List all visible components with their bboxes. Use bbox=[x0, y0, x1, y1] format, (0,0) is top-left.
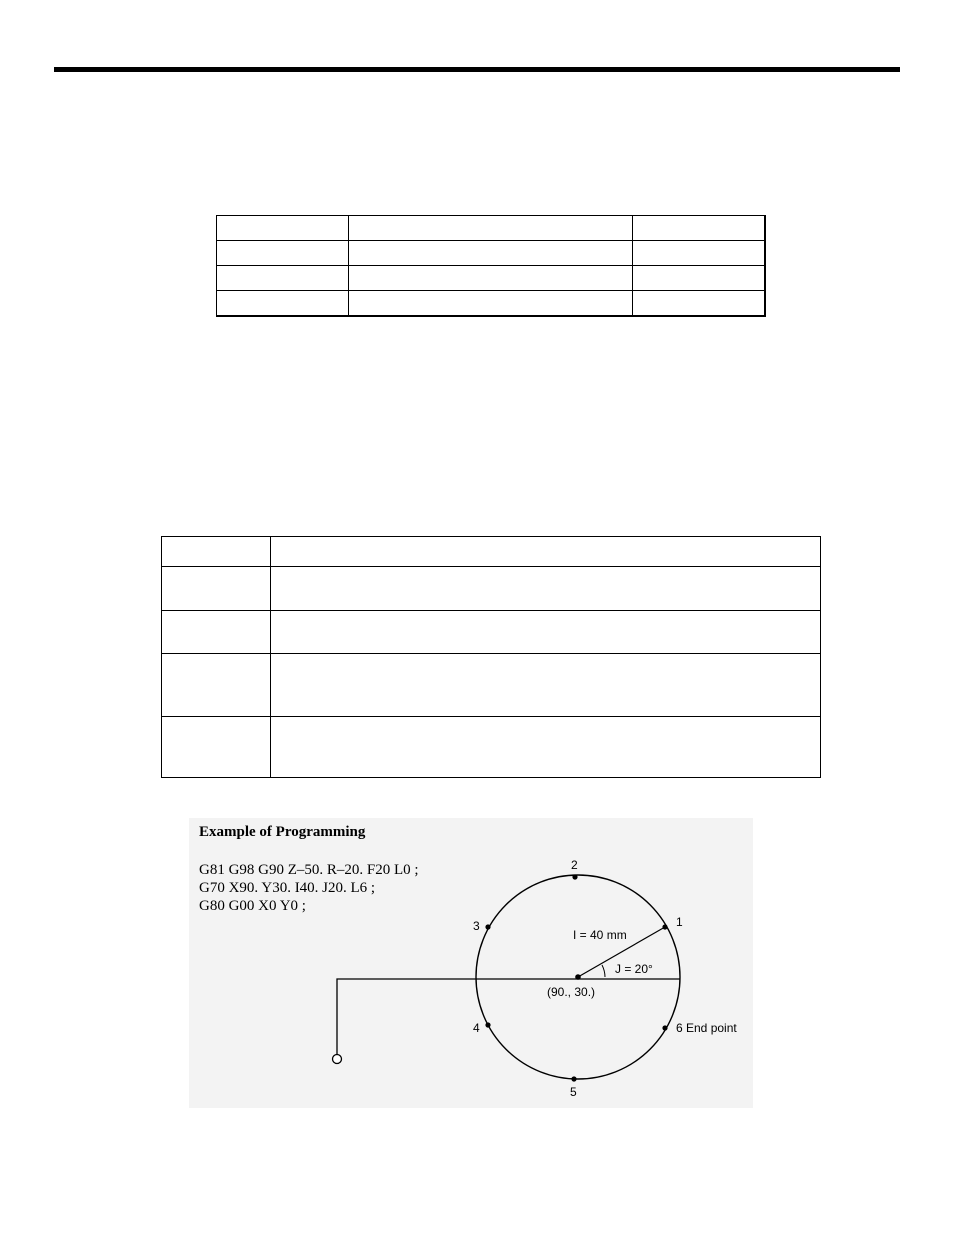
hole-5-marker bbox=[571, 1076, 576, 1081]
center-point bbox=[575, 974, 581, 980]
hole-1-marker bbox=[662, 924, 667, 929]
bolt-circle-diagram bbox=[189, 818, 753, 1108]
hole-4-marker bbox=[485, 1022, 490, 1027]
tool-path-line bbox=[337, 979, 680, 1055]
table-row bbox=[217, 266, 766, 291]
table-row bbox=[217, 291, 766, 317]
table-row bbox=[217, 241, 766, 266]
hole-1-label: 1 bbox=[676, 915, 683, 929]
table-row bbox=[162, 654, 821, 717]
parameter-table-top bbox=[216, 215, 766, 317]
programming-example-figure bbox=[189, 818, 753, 1108]
table-row bbox=[162, 717, 821, 778]
radius-label: I = 40 mm bbox=[573, 928, 627, 942]
code-line-1: G81 G98 G90 Z–50. R–20. F20 L0 ; bbox=[199, 862, 419, 878]
code-line-3: G80 G00 X0 Y0 ; bbox=[199, 898, 306, 914]
example-title: Example of Programming bbox=[199, 824, 366, 840]
hole-6-label: 6 End point bbox=[676, 1021, 737, 1035]
hole-3-marker bbox=[485, 924, 490, 929]
angle-arc bbox=[602, 965, 605, 977]
table-row bbox=[162, 611, 821, 654]
table-row bbox=[162, 567, 821, 611]
center-coordinate-label: (90., 30.) bbox=[547, 985, 596, 999]
hole-2-label: 2 bbox=[571, 858, 578, 872]
hole-6-marker bbox=[662, 1025, 667, 1030]
code-line-2: G70 X90. Y30. I40. J20. L6 ; bbox=[199, 880, 376, 896]
hole-5-label: 5 bbox=[570, 1085, 577, 1099]
header-rule bbox=[54, 67, 900, 72]
table-row bbox=[217, 216, 766, 241]
hole-2-marker bbox=[572, 874, 577, 879]
start-point-marker bbox=[333, 1055, 342, 1064]
table-row bbox=[162, 537, 821, 567]
angle-label: J = 20° bbox=[615, 962, 653, 976]
hole-4-label: 4 bbox=[473, 1021, 480, 1035]
hole-3-label: 3 bbox=[473, 919, 480, 933]
address-table bbox=[161, 536, 821, 778]
